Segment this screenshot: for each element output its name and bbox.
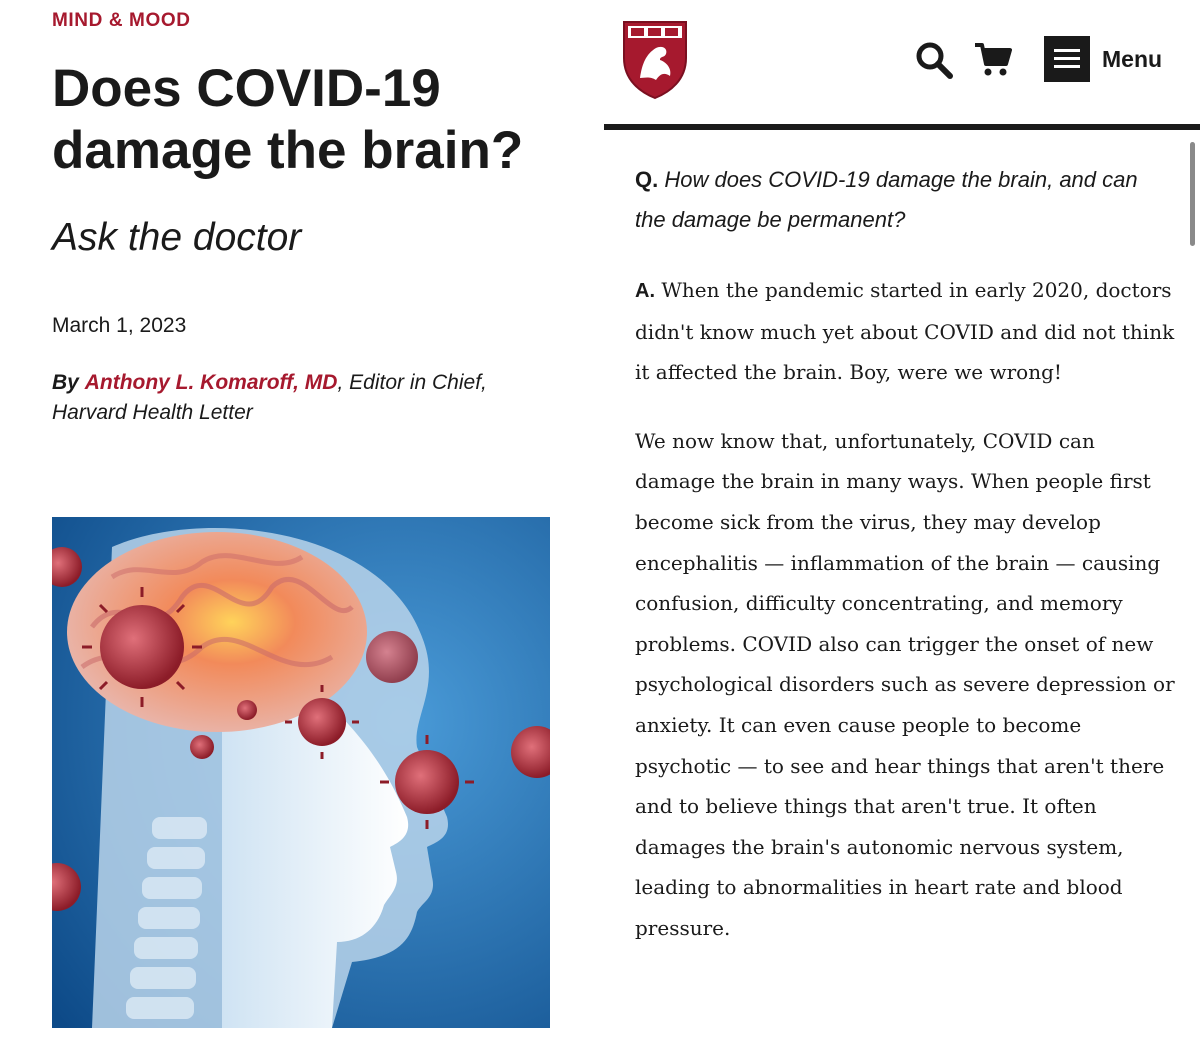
scrollbar-thumb[interactable] — [1190, 142, 1195, 246]
search-icon[interactable] — [914, 40, 954, 80]
answer-paragraph-1 — [635, 270, 1175, 393]
site-header — [604, 0, 1200, 130]
question-block — [635, 160, 1165, 240]
publish-date: March 1, 2023 — [52, 314, 187, 337]
article-subtitle: Ask the doctor — [52, 216, 302, 259]
hamburger-icon[interactable] — [1044, 36, 1090, 82]
answer-paragraph-2: We now know that, unfortunately, COVID can damage the brain in many ways. When people first become sick from the virus, they may develop encephalitis — inflammation of the brain — causing confusion, difficulty concentrating, and memory problems. COVID also can trigger the onset of new psychological disorders such as severe depression or anxiety. It can even cause people to become psychotic — to see and hear things that aren't there and to believe things that aren't true. It often damages the brain's autonomic nervous system, leading to abnormalities in heart rate and blood pressure. — [635, 428, 1175, 940]
byline — [52, 368, 572, 428]
publication-name: Harvard Health Letter — [52, 401, 253, 424]
answer-text-1: When the pandemic started in early 2020, doctors didn't know much yet about COVID and did not think it affected the brain. Boy, were we wrong! — [635, 278, 1175, 385]
category-label[interactable]: MIND & MOOD — [52, 10, 191, 31]
harvard-shield-icon[interactable] — [620, 18, 690, 100]
hero-image — [52, 517, 550, 1028]
question-label: Q. — [635, 167, 659, 192]
answer-block — [635, 270, 1175, 977]
author-role: , Editor in Chief, — [337, 371, 487, 394]
question-text: How does COVID-19 damage the brain, and can the damage be permanent? — [635, 167, 1138, 232]
byline-prefix: By — [52, 371, 79, 394]
menu-label[interactable]: Menu — [1102, 46, 1163, 72]
article-body-panel — [604, 0, 1200, 1058]
cart-icon[interactable] — [974, 42, 1012, 78]
brain-with-virus-illustration — [52, 517, 550, 1028]
menu-button[interactable] — [1044, 36, 1184, 84]
author-link[interactable]: Anthony L. Komaroff, MD — [84, 371, 338, 394]
article-title: Does COVID-19 damage the brain? — [52, 59, 524, 180]
answer-label: A. — [635, 280, 655, 302]
